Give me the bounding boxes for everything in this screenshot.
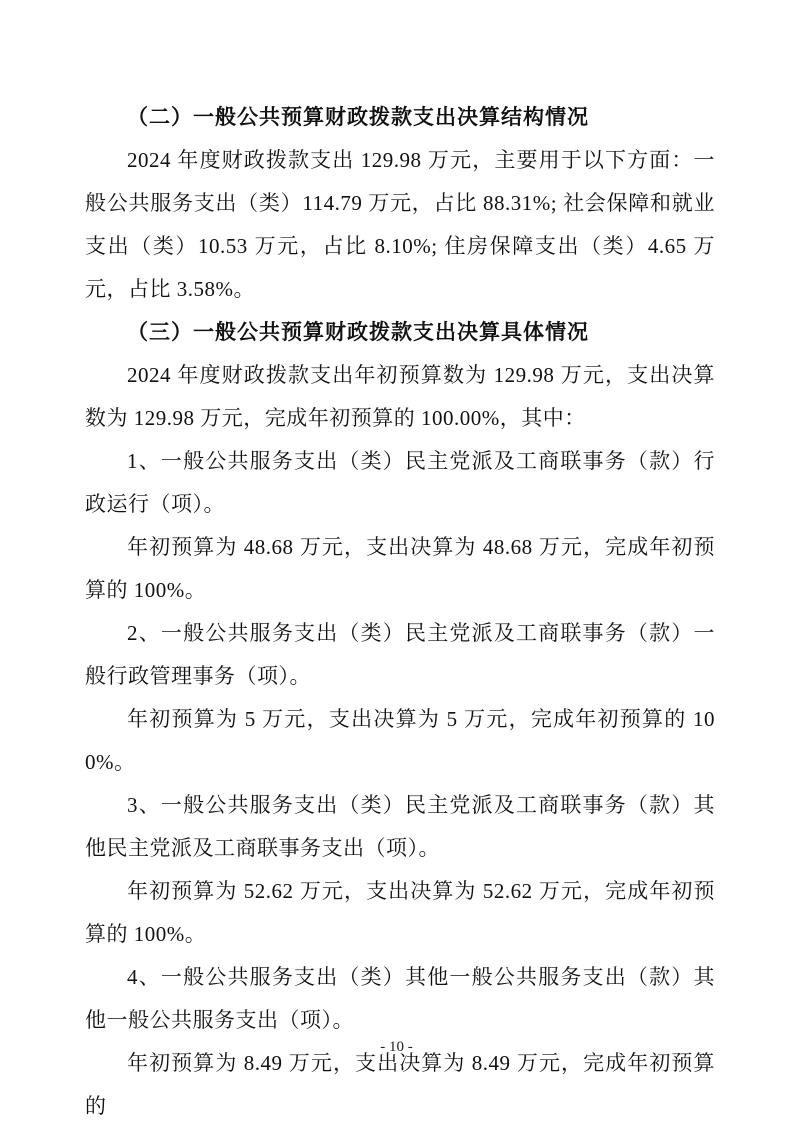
paragraph-item-3-title: 3、一般公共服务支出（类）民主党派及工商联事务（款）其他民主党派及工商联事务支出（项）。 [85, 793, 715, 860]
paragraph-item-1-figures: 年初预算为 48.68 万元，支出决算为 48.68 万元，完成年初预算的 100%。 [85, 535, 715, 602]
paragraph-item-1-title: 1、一般公共服务支出（类）民主党派及工商联事务（款）行政运行（项）。 [85, 449, 715, 516]
paragraph-expenditure-structure: 2024 年度财政拨款支出 129.98 万元，主要用于以下方面：一般公共服务支出（类）114.79 万元，占比 88.31%; 社会保障和就业支出（类）10.53 万元，占比 8.10%; 住房保障支出（类）4.65 万元，占比 3.58%。 [85, 148, 715, 301]
section-heading-3: （三）一般公共预算财政拨款支出决算具体情况 [127, 320, 589, 344]
paragraph-item-4-title: 4、一般公共服务支出（类）其他一般公共服务支出（款）其他一般公共服务支出（项）。 [85, 965, 715, 1032]
paragraph-item-4-figures: 年初预算为 8.49 万元，支出决算为 8.49 万元，完成年初预算的 [85, 1051, 715, 1118]
paragraph-expenditure-detail-intro: 2024 年度财政拨款支出年初预算数为 129.98 万元，支出决算数为 129.98 万元，完成年初预算的 100.00%，其中： [85, 363, 715, 430]
page-number: - 10 - [380, 1039, 413, 1055]
document-body [85, 96, 715, 1122]
section-heading-2: （二）一般公共预算财政拨款支出决算结构情况 [127, 105, 589, 129]
paragraph-item-3-figures: 年初预算为 52.62 万元，支出决算为 52.62 万元，完成年初预算的 100%。 [85, 879, 715, 946]
paragraph-item-2-title: 2、一般公共服务支出（类）民主党派及工商联事务（款）一般行政管理事务（项）。 [85, 621, 715, 688]
paragraph-item-2-figures: 年初预算为 5 万元，支出决算为 5 万元，完成年初预算的 100%。 [85, 707, 715, 774]
